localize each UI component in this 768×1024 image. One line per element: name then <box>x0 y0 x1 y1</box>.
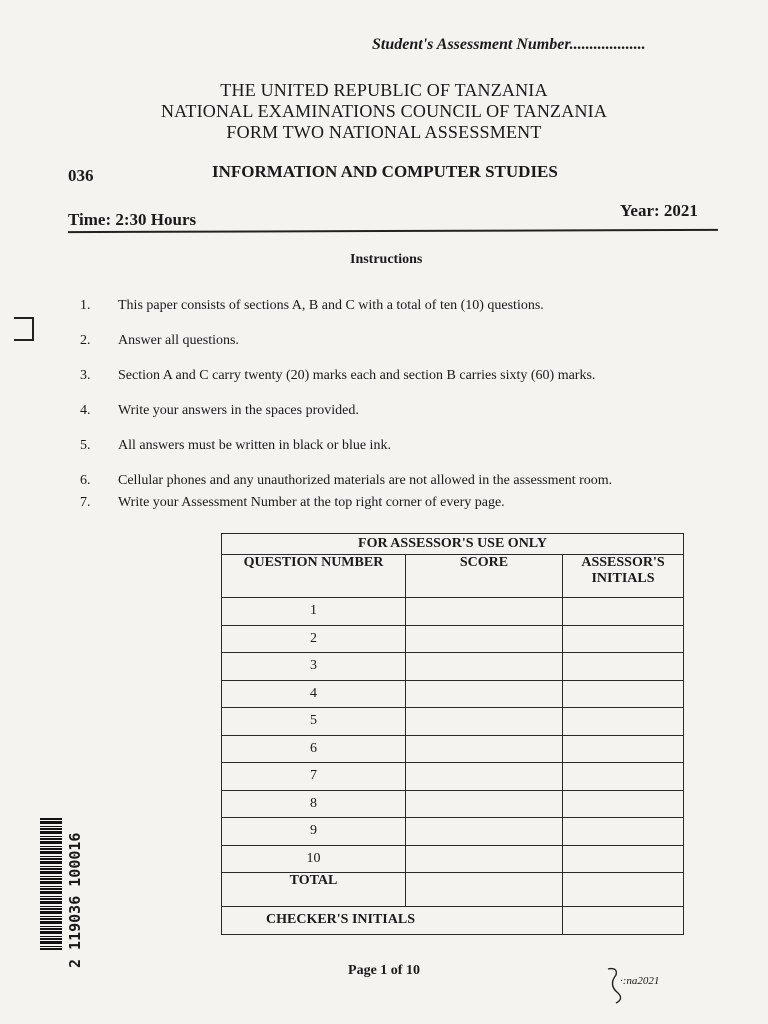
score-cell[interactable] <box>406 680 563 708</box>
header-line-council: NATIONAL EXAMINATIONS COUNCIL OF TANZANIA <box>160 101 608 121</box>
exam-year: Year: 2021 <box>620 201 698 220</box>
instruction-item <box>80 368 720 403</box>
instruction-number: 3. <box>80 368 91 383</box>
initials-cell[interactable] <box>563 735 684 763</box>
score-cell[interactable] <box>406 845 563 873</box>
margin-bracket-mark <box>14 317 34 341</box>
subject-title: INFORMATION AND COMPUTER STUDIES <box>212 162 558 181</box>
header-line-republic: THE UNITED REPUBLIC OF TANZANIA <box>220 80 548 100</box>
time-allowed: Time: 2:30 Hours <box>68 210 197 229</box>
initials-cell[interactable] <box>563 625 684 653</box>
assessment-number-label: Student's Assessment Number................... <box>372 36 646 53</box>
table-row <box>222 680 684 708</box>
header-line-assessment: FORM TWO NATIONAL ASSESSMENT <box>226 122 542 142</box>
instruction-text: All answers must be written in black or blue ink. <box>118 438 391 453</box>
instructions-title: Instructions <box>350 252 423 267</box>
table-row <box>222 845 684 873</box>
instruction-number: 2. <box>80 333 91 348</box>
instruction-item <box>80 495 720 530</box>
table-row <box>222 653 684 681</box>
question-number-cell: 9 <box>222 818 406 846</box>
question-number-cell: 3 <box>222 653 406 681</box>
question-number-cell: 6 <box>222 735 406 763</box>
table-title: FOR ASSESSOR'S USE ONLY <box>222 534 684 555</box>
instruction-item <box>80 438 720 473</box>
question-number-cell: 2 <box>222 625 406 653</box>
checker-initials-cell[interactable] <box>563 907 684 935</box>
table-row <box>222 625 684 653</box>
table-row <box>222 790 684 818</box>
table-row <box>222 818 684 846</box>
instruction-text: Cellular phones and any unauthorized materials are not allowed in the assessment room. <box>118 473 613 488</box>
instruction-text: Write your Assessment Number at the top right corner of every page. <box>118 495 505 510</box>
instruction-item <box>80 473 720 495</box>
table-row <box>222 598 684 626</box>
instruction-item <box>80 298 720 333</box>
instruction-number: 4. <box>80 403 91 418</box>
page-number: Page 1 of 10 <box>348 963 420 978</box>
question-number-cell: 5 <box>222 708 406 736</box>
table-row <box>222 708 684 736</box>
score-cell[interactable] <box>406 598 563 626</box>
total-initials-cell[interactable] <box>563 873 684 907</box>
initials-cell[interactable] <box>563 845 684 873</box>
barcode-image <box>40 818 62 950</box>
initials-cell[interactable] <box>563 818 684 846</box>
instruction-number: 7. <box>80 495 91 510</box>
subject-code: 036 <box>68 166 94 185</box>
instruction-text: Answer all questions. <box>118 333 239 348</box>
table-row <box>222 735 684 763</box>
initials-cell[interactable] <box>563 598 684 626</box>
column-header-assessor-initials: ASSESSOR'S INITIALS <box>563 555 684 598</box>
instructions-list <box>80 298 720 530</box>
score-cell[interactable] <box>406 735 563 763</box>
initials-cell[interactable] <box>563 763 684 791</box>
checker-initials-label: CHECKER'S INITIALS <box>222 907 563 935</box>
column-header-question-number: QUESTION NUMBER <box>222 555 406 598</box>
initials-cell[interactable] <box>563 653 684 681</box>
instruction-text: Section A and C carry twenty (20) marks each and section B carries sixty (60) marks. <box>118 368 596 383</box>
question-number-cell: 8 <box>222 790 406 818</box>
question-number-cell: 7 <box>222 763 406 791</box>
score-cell[interactable] <box>406 653 563 681</box>
score-cell[interactable] <box>406 708 563 736</box>
score-cell[interactable] <box>406 818 563 846</box>
initials-cell[interactable] <box>563 680 684 708</box>
instruction-text: Write your answers in the spaces provided. <box>118 403 359 418</box>
question-number-cell: 10 <box>222 845 406 873</box>
table-row <box>222 763 684 791</box>
question-number-cell: 4 <box>222 680 406 708</box>
score-cell[interactable] <box>406 625 563 653</box>
assessor-score-table <box>221 533 684 935</box>
instruction-number: 1. <box>80 298 91 313</box>
instruction-item <box>80 403 720 438</box>
initials-cell[interactable] <box>563 790 684 818</box>
question-number-cell: 1 <box>222 598 406 626</box>
score-cell[interactable] <box>406 790 563 818</box>
instruction-number: 6. <box>80 473 91 488</box>
score-cell[interactable] <box>406 763 563 791</box>
barcode-number: 2 119036 100016 <box>66 832 84 968</box>
instruction-number: 5. <box>80 438 91 453</box>
total-label: TOTAL <box>222 873 406 907</box>
handwritten-note: ·:na2021 <box>620 975 660 987</box>
instruction-item <box>80 333 720 368</box>
column-header-score: SCORE <box>406 555 563 598</box>
initials-cell[interactable] <box>563 708 684 736</box>
checker-row <box>222 907 684 935</box>
total-row <box>222 873 684 907</box>
total-score-cell[interactable] <box>406 873 563 907</box>
instruction-text: This paper consists of sections A, B and C with a total of ten (10) questions. <box>118 298 544 313</box>
